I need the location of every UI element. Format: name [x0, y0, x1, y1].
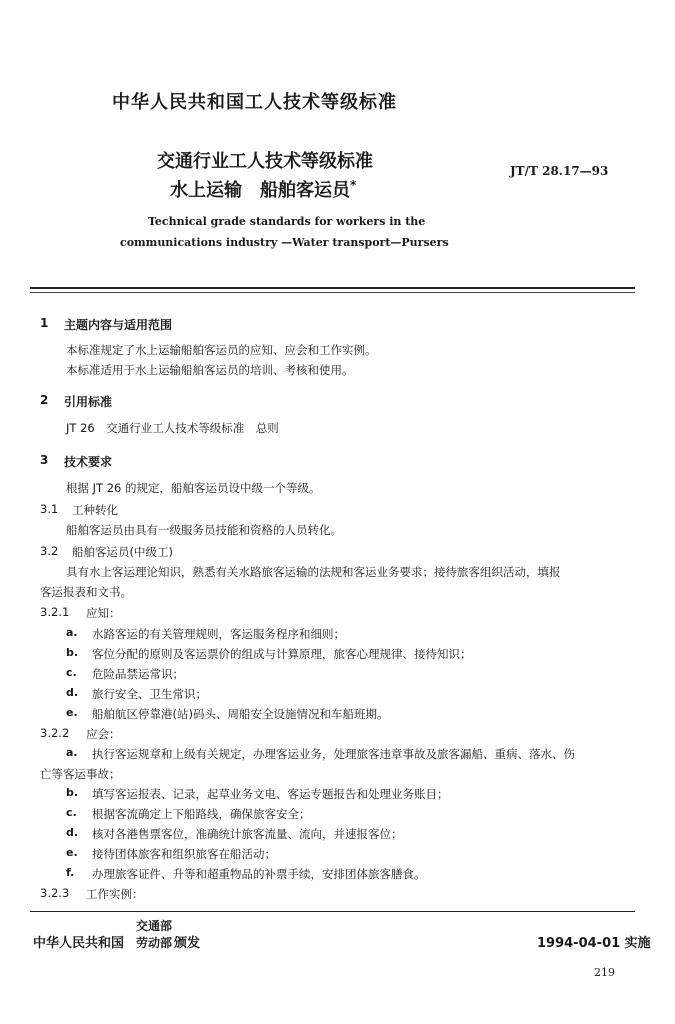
- list-item-letter: d.: [66, 686, 79, 699]
- english-title-line1: Technical grade standards for workers in the: [148, 215, 426, 228]
- section-2-number: 2: [40, 393, 49, 407]
- list-item-continuation: 亡等客运事故；: [40, 767, 121, 781]
- footnote-mark: *: [350, 178, 357, 192]
- header-divider-thick: [30, 287, 635, 289]
- section-3-paragraph-1: 根据 JT 26 的规定，船舶客运员设中级一个等级。: [66, 481, 321, 495]
- section-3-1-title: 工种转化: [72, 503, 118, 517]
- list-item-letter: b.: [66, 646, 79, 659]
- section-3-2-3-number: 3.2.3: [40, 886, 70, 900]
- list-item-letter: a.: [66, 746, 78, 759]
- list-item-letter: c.: [66, 666, 77, 679]
- section-3-2-1-title: 应知：: [86, 606, 121, 620]
- footer-divider: [30, 911, 635, 912]
- list-item-letter: f.: [66, 866, 75, 879]
- section-3-2-paragraph-line1: 具有水上客运理论知识，熟悉有关水路旅客运输的法规和客运业务要求；接待旅客组织活动，填报: [66, 565, 561, 579]
- list-item-text: 旅行安全、卫生常识；: [92, 687, 207, 701]
- issuer-ministries: [136, 918, 172, 952]
- section-1-paragraph-1: 本标准规定了水上运输船舶客运员的应知、应会和工作实例。: [66, 343, 377, 357]
- section-2-title: 引用标准: [64, 395, 113, 409]
- section-3-2-title: 船舶客运员(中级工): [72, 545, 173, 559]
- list-item-letter: a.: [66, 626, 78, 639]
- list-item-letter: d.: [66, 826, 79, 839]
- section-3-2-number: 3.2: [40, 544, 59, 558]
- list-item-text: 根据客流确定上下船路线，确保旅客安全；: [92, 807, 311, 821]
- document-title-line2: [170, 176, 356, 202]
- list-item-letter: c.: [66, 806, 77, 819]
- section-2-paragraph-1: JT 26 交通行业工人技术等级标准 总则: [66, 421, 279, 435]
- section-1-number: 1: [40, 316, 49, 330]
- issuer-ministry-transport: 交通部: [136, 919, 173, 933]
- section-3-2-2-number: 3.2.2: [40, 726, 70, 740]
- issuer-ministry-labour: 劳动部: [136, 936, 173, 950]
- document-title-text: 水上运输 船舶客运员: [170, 180, 350, 201]
- header-divider-thin: [30, 292, 635, 293]
- section-3-2-3-title: 工作实例：: [86, 887, 144, 901]
- list-item-text: 船舶航区停靠港(站)码头、周船安全设施情况和车船班期。: [92, 707, 389, 721]
- list-item-letter: e.: [66, 846, 78, 859]
- english-title-line2: communications industry —Water transport—Pursers: [120, 236, 449, 249]
- list-item-letter: e.: [66, 706, 78, 719]
- section-3-2-1-number: 3.2.1: [40, 605, 70, 619]
- standard-series-title: 中华人民共和国工人技术等级标准: [112, 92, 397, 113]
- list-item-text: 危险品禁运常识；: [92, 667, 184, 681]
- list-item-text: 办理旅客证件、升等和超重物品的补票手续，安排团体旅客膳食。: [92, 867, 426, 881]
- issue-word: 颁发: [174, 936, 201, 951]
- effective-date: 1994-04-01 实施: [537, 936, 651, 951]
- page-number: 219: [594, 966, 615, 979]
- section-1-title: 主题内容与适用范围: [64, 318, 173, 332]
- list-item-text: 水路客运的有关管理规则，客运服务程序和细则；: [92, 627, 345, 641]
- list-item-text: 接待团体旅客和组织旅客在船活动；: [92, 847, 276, 861]
- list-item-letter: b.: [66, 786, 79, 799]
- standard-code: JT/T 28.17—93: [510, 164, 609, 178]
- section-3-1-paragraph-1: 船舶客运员由具有一级服务员技能和资格的人员转化。: [66, 523, 342, 537]
- document-title-line1: 交通行业工人技术等级标准: [157, 151, 373, 172]
- list-item-text: 核对各港售票客位，准确统计旅客流量、流向，并速报客位；: [92, 827, 403, 841]
- section-3-number: 3: [40, 453, 49, 467]
- section-3-2-paragraph-line2: 客运报表和文书。: [40, 585, 132, 599]
- list-item-text: 执行客运规章和上级有关规定，办理客运业务，处理旅客违章事故及旅客漏船、重病、落水、伤: [92, 747, 575, 761]
- section-1-paragraph-2: 本标准适用于水上运输船舶客运员的培训、考核和使用。: [66, 363, 354, 377]
- list-item-text: 填写客运报表、记录，起草业务文电、客运专题报告和处理业务账目；: [92, 787, 449, 801]
- section-3-title: 技术要求: [64, 455, 113, 469]
- section-3-1-number: 3.1: [40, 502, 59, 516]
- section-3-2-2-title: 应会：: [86, 727, 121, 741]
- issuer-prefix: 中华人民共和国: [33, 936, 125, 951]
- list-item-text: 客位分配的原则及客运票价的组成与计算原理，旅客心理规律、接待知识；: [92, 647, 472, 661]
